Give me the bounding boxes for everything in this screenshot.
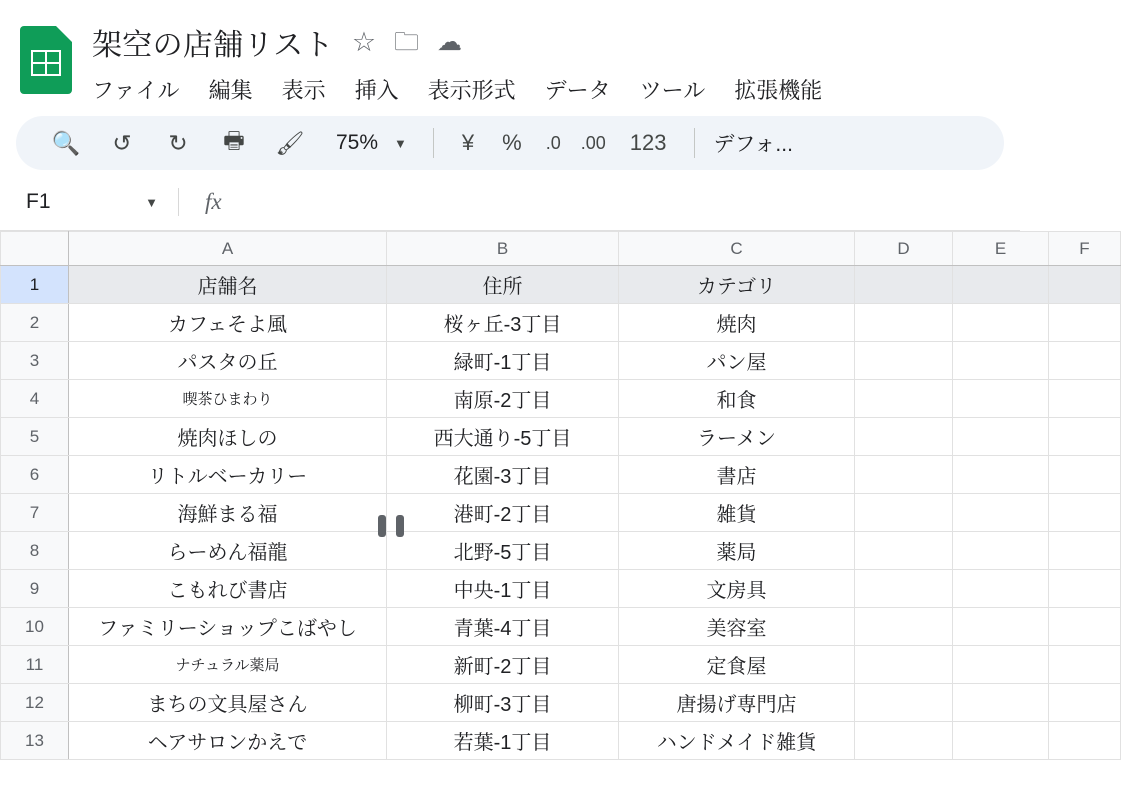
logo-container [0,12,92,94]
cell-c11[interactable]: 定食屋 [619,646,855,684]
cell-f5[interactable] [1049,418,1121,456]
cell-b11[interactable]: 新町-2丁目 [387,646,619,684]
cell-b7[interactable]: 港町-2丁目 [387,494,619,532]
cell-c13[interactable]: ハンドメイド雑貨 [619,722,855,760]
cell-b10[interactable]: 青葉-4丁目 [387,608,619,646]
cell-c4[interactable]: 和食 [619,380,855,418]
name-box[interactable] [0,190,178,214]
menu-extensions[interactable]: 拡張機能 [734,77,823,103]
cell-d4[interactable] [855,380,953,418]
row-header-11[interactable]: 11 [1,646,69,684]
cell-c10[interactable]: 美容室 [619,608,855,646]
column-header-b[interactable]: B [387,232,619,266]
column-header-e[interactable]: E [953,232,1049,266]
chevron-down-icon: ▼ [145,194,158,210]
cell-e12[interactable] [953,684,1049,722]
menu-edit[interactable]: 編集 [208,77,253,103]
table-row [1,494,1121,532]
cell-a12[interactable]: まちの文具屋さん [69,684,387,722]
table-row [1,418,1121,456]
zoom-selector[interactable] [318,131,419,155]
cell-b12[interactable]: 柳町-3丁目 [387,684,619,722]
fx-icon: fx [205,189,222,214]
formula-bar [0,174,1020,231]
cell-e11[interactable] [953,646,1049,684]
cell-e6[interactable] [953,456,1049,494]
cell-e13[interactable] [953,722,1049,760]
table-row [1,266,1121,304]
number-format-button[interactable]: 123 [629,130,667,155]
cell-a8[interactable]: らーめん福龍 [69,532,387,570]
title-row [92,16,1020,68]
cell-b13[interactable]: 若葉-1丁目 [387,722,619,760]
row-header-3[interactable]: 3 [1,342,69,380]
cell-e1[interactable] [953,266,1049,304]
column-header-a[interactable]: A [69,232,387,266]
cell-a5[interactable]: 焼肉ほしの [69,418,387,456]
menu-data[interactable]: データ [544,77,611,103]
table-row [1,342,1121,380]
table-row [1,304,1121,342]
toolbar [16,116,1004,170]
column-header-c[interactable]: C [619,232,855,266]
cell-f2[interactable] [1049,304,1121,342]
row-header-7[interactable]: 7 [1,494,69,532]
cell-a13[interactable]: ヘアサロンかえで [69,722,387,760]
row-header-13[interactable]: 13 [1,722,69,760]
redo-icon[interactable]: ↻ [168,129,188,156]
move-to-folder-icon[interactable]: 🗀 [394,27,420,56]
cell-a10[interactable]: ファミリーショップこばやし [69,608,387,646]
cell-e3[interactable] [953,342,1049,380]
cell-e4[interactable] [953,380,1049,418]
cell-d11[interactable] [855,646,953,684]
document-title[interactable]: 架空の店舗リスト [92,29,334,62]
row-header-8[interactable]: 8 [1,532,69,570]
row-header-2[interactable]: 2 [1,304,69,342]
cell-c6[interactable]: 書店 [619,456,855,494]
cell-a2[interactable]: カフェそよ風 [69,304,387,342]
column-header-row [1,232,1121,266]
menu-tools[interactable]: ツール [639,77,706,103]
row-header-4[interactable]: 4 [1,380,69,418]
resize-grip-right [396,515,404,537]
cell-d2[interactable] [855,304,953,342]
table-row [1,456,1121,494]
row-header-5[interactable]: 5 [1,418,69,456]
column-header-f[interactable]: F [1049,232,1121,266]
cell-d9[interactable] [855,570,953,608]
cell-e9[interactable] [953,570,1049,608]
row-header-12[interactable]: 12 [1,684,69,722]
cell-d6[interactable] [855,456,953,494]
menu-file[interactable]: ファイル [92,77,180,103]
cell-e7[interactable] [953,494,1049,532]
table-row [1,608,1121,646]
cell-b3[interactable]: 緑町-1丁目 [387,342,619,380]
toolbar-container [0,112,1020,174]
cell-b2[interactable]: 桜ヶ丘-3丁目 [387,304,619,342]
paint-format-icon[interactable]: 🖌 [275,129,305,156]
cell-e10[interactable] [953,608,1049,646]
cell-a7[interactable]: 海鮮まる福 [69,494,387,532]
cell-f10[interactable] [1049,608,1121,646]
cell-b1[interactable]: 住所 [387,266,619,304]
row-header-10[interactable]: 10 [1,608,69,646]
row-header-6[interactable]: 6 [1,456,69,494]
menu-format[interactable]: 表示形式 [427,77,516,103]
table-row [1,380,1121,418]
cell-b6[interactable]: 花園-3丁目 [387,456,619,494]
cell-e5[interactable] [953,418,1049,456]
row-header-1[interactable]: 1 [1,266,69,304]
table-row [1,684,1121,722]
logo-grid-icon [31,50,61,76]
table-row [1,570,1121,608]
table-row [1,722,1121,760]
google-sheets-logo [20,26,72,94]
cell-a1[interactable]: 店舗名 [69,266,387,304]
cell-f11[interactable] [1049,646,1121,684]
cell-c2[interactable]: 焼肉 [619,304,855,342]
app-header [0,0,1020,112]
cell-b4[interactable]: 南原-2丁目 [387,380,619,418]
cell-f4[interactable] [1049,380,1121,418]
spreadsheet-grid[interactable] [0,231,1090,754]
cell-d12[interactable] [855,684,953,722]
cell-c1[interactable]: カテゴリ [619,266,855,304]
cell-f6[interactable] [1049,456,1121,494]
cell-a11[interactable]: ナチュラル薬局 [69,646,387,684]
cell-f13[interactable] [1049,722,1121,760]
cell-a9[interactable]: こもれび書店 [69,570,387,608]
menu-bar [92,68,1020,110]
cell-c12[interactable]: 唐揚げ専門店 [619,684,855,722]
cell-a4[interactable]: 喫茶ひまわり [69,380,387,418]
cell-e2[interactable] [953,304,1049,342]
cell-e8[interactable] [953,532,1049,570]
zoom-value: 75% [336,131,379,154]
cell-d8[interactable] [855,532,953,570]
cell-d3[interactable] [855,342,953,380]
cell-f9[interactable] [1049,570,1121,608]
cell-f3[interactable] [1049,342,1121,380]
menu-view[interactable]: 表示 [281,77,326,103]
cell-b5[interactable]: 西大通り-5丁目 [387,418,619,456]
name-box-value: F1 [26,190,51,213]
currency-format-button[interactable]: ¥ [461,130,475,155]
font-selector[interactable]: デフォ... [713,133,793,156]
cell-c8[interactable]: 薬局 [619,532,855,570]
print-icon[interactable]: 🖶 [223,126,245,153]
table-row [1,646,1121,684]
increase-decimal-button[interactable]: .00 [580,132,606,153]
select-all-corner[interactable] [1,232,69,266]
cell-f1[interactable] [1049,266,1121,304]
cloud-saved-icon[interactable]: ☁ [437,27,463,56]
search-icon[interactable]: 🔍 [51,129,81,156]
cell-d1[interactable] [855,266,953,304]
undo-icon[interactable]: ↺ [112,129,132,156]
star-icon[interactable]: ☆ [351,26,377,57]
menu-insert[interactable]: 挿入 [354,77,399,103]
cell-c9[interactable]: 文房具 [619,570,855,608]
chevron-down-icon: ▼ [394,135,407,151]
decrease-decimal-button[interactable]: .0 [545,132,561,153]
column-a-resize-handle[interactable] [378,515,404,537]
toolbar-divider-1 [433,128,434,158]
cell-f8[interactable] [1049,532,1121,570]
cell-a6[interactable]: リトルベーカリー [69,456,387,494]
sheet-table [0,231,1121,760]
cell-a3[interactable]: パスタの丘 [69,342,387,380]
table-row [1,532,1121,570]
cell-c3[interactable]: パン屋 [619,342,855,380]
row-header-9[interactable]: 9 [1,570,69,608]
cell-f7[interactable] [1049,494,1121,532]
toolbar-divider-2 [694,128,695,158]
cell-b8[interactable]: 北野-5丁目 [387,532,619,570]
resize-grip-left [378,515,386,537]
cell-d13[interactable] [855,722,953,760]
cell-d10[interactable] [855,608,953,646]
cell-f12[interactable] [1049,684,1121,722]
percent-format-button[interactable]: % [502,130,522,155]
cell-c7[interactable]: 雑貨 [619,494,855,532]
cell-d7[interactable] [855,494,953,532]
cell-b9[interactable]: 中央-1丁目 [387,570,619,608]
title-block [92,12,1020,110]
cell-d5[interactable] [855,418,953,456]
column-header-d[interactable]: D [855,232,953,266]
cell-c5[interactable]: ラーメン [619,418,855,456]
